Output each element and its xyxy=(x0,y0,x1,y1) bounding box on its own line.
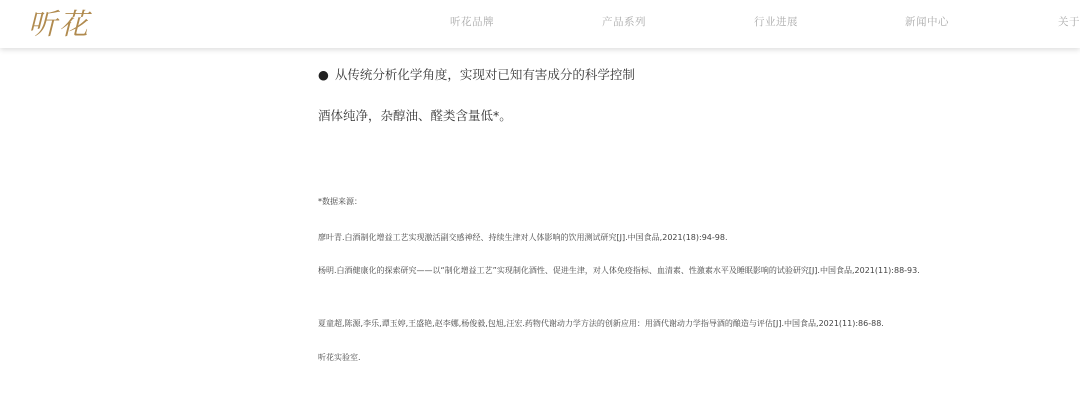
data-source-title: *数据来源： xyxy=(318,197,362,206)
bullet-dot-icon: ● xyxy=(318,67,329,82)
site-header xyxy=(0,0,1080,48)
nav-item-brand[interactable]: 听花品牌 xyxy=(450,16,494,28)
reference-item: 廖叶青.白酒制化增益工艺实现激活副交感神经、持续生津对人体影响的饮用测试研究[J].中国食品,2021(18):94-98. xyxy=(318,233,728,242)
nav-item-industry[interactable]: 行业进展 xyxy=(754,16,798,28)
nav-item-news[interactable]: 新闻中心 xyxy=(905,16,949,28)
nav-item-about[interactable]: 关于 xyxy=(1058,16,1080,28)
reference-item: 听花实验室. xyxy=(318,353,361,362)
brand-logo[interactable]: 听花 xyxy=(28,7,91,41)
bullet-point xyxy=(318,65,635,83)
reference-item: 夏童超,陈源,李乐,谭玉婷,王盛艳,赵李娜,杨俊毅,包旭,汪宏.药物代谢动力学方法的创新应用：用酒代谢动力学指导酒的酿造与评估[J].中国食品,2021(11):86-88. xyxy=(318,319,884,328)
bullet-text: 从传统分析化学角度，实现对已知有害成分的科学控制 xyxy=(334,67,635,82)
main-content xyxy=(0,48,1080,402)
reference-item: 杨明.白酒健康化的探索研究——以“制化增益工艺”实现制化酒性、促进生津，对人体免疫指标、血清素、性激素水平及睡眠影响的试验研究[J].中国食品,2021(11):88-93. xyxy=(318,266,920,275)
product-description: 酒体纯净，杂醇油、醛类含量低*。 xyxy=(318,108,512,123)
nav-item-products[interactable]: 产品系列 xyxy=(602,16,646,28)
